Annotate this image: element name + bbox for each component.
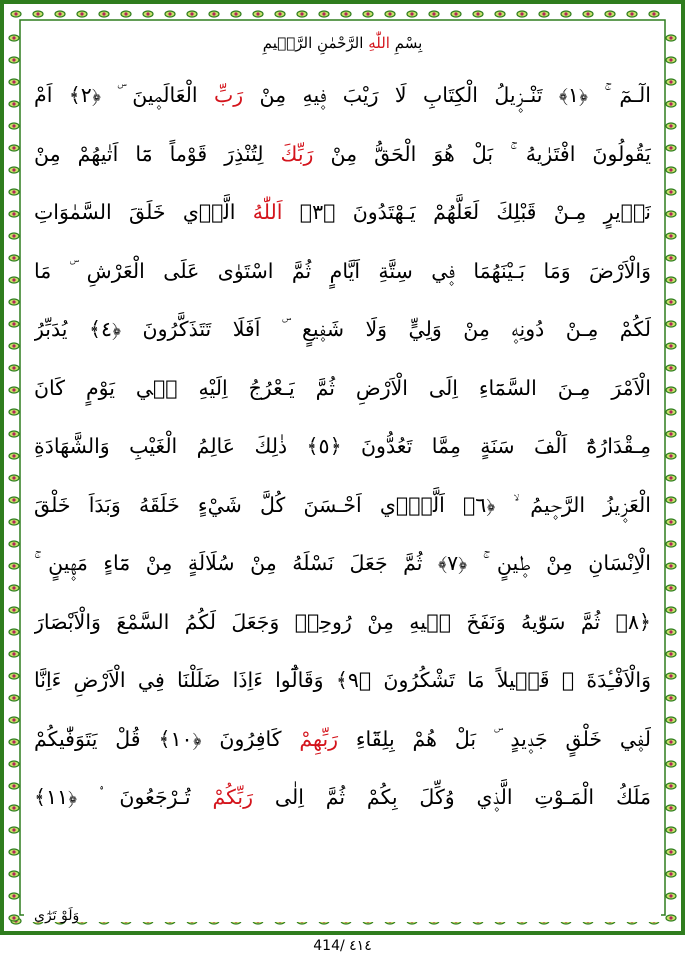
border-leaf-motif: [495, 11, 505, 17]
border-leaf-motif: [517, 11, 527, 17]
border-leaf-motif: [121, 11, 131, 17]
border-leaf-motif: [9, 717, 19, 723]
verse-text: مِـقْدَارُهُٓ اَلْفَ سَنَةٍ مِمَّا تَعُدُّونَ ﴿٥﴾ ذٰلِكَ عَالِمُ الْغَيْبِ وَالشَّهَادَةِ: [34, 434, 651, 458]
border-leaf-motif: [9, 277, 19, 283]
border-leaf-motif: [666, 739, 676, 745]
highlighted-word: رَبِّهِمْ: [299, 726, 339, 751]
highlighted-word: رَبِّ: [213, 83, 244, 107]
border-leaf-motif: [666, 365, 676, 371]
border-leaf-motif: [666, 431, 676, 437]
border-leaf-motif: [666, 915, 676, 921]
verse-lines: [34, 66, 651, 827]
border-leaf-motif: [666, 57, 676, 63]
border-leaf-motif: [9, 849, 19, 855]
verse-text: نَذ۪يرٍ مِـنْ قَبْلِكَ لَعَلَّهُمْ يَـهْتَدُونَ ﴿٣﴾: [282, 200, 651, 224]
border-leaf-motif: [77, 11, 87, 17]
border-leaf-motif: [9, 57, 19, 63]
verse-line: [34, 651, 651, 710]
border-leaf-motif: [9, 893, 19, 899]
border-leaf-motif: [231, 11, 241, 17]
border-leaf-motif: [666, 563, 676, 569]
verse-line: [34, 183, 651, 242]
border-leaf-motif: [9, 673, 19, 679]
border-leaf-motif: [9, 145, 19, 151]
verse-text: الٓـمٓ ۚ ﴿١﴾ تَنْـز۪يلُ الْكِتَابِ لَا رَيْبَ ف۪يهِ مِنْ: [243, 83, 651, 107]
border-leaf-motif: [666, 233, 676, 239]
verse-text: تُـرْجَعُونَ ۟ ﴿١١﴾: [34, 785, 213, 809]
border-leaf-motif: [319, 11, 329, 17]
verse-text: وَالْاَفْـِٔدَةَ ۜ قَل۪يلاً مَا تَشْكُرُونَ ﴿٩﴾ وَقَالُٓوا ءَاِذَا ضَلَلْنَا فِي الْاَرْضِ ءَاِنَّا: [34, 668, 651, 692]
border-leaf-motif: [253, 11, 263, 17]
basmala-part1: بِسْمِ: [394, 34, 423, 52]
border-leaf-motif: [666, 453, 676, 459]
border-leaf-motif: [583, 11, 593, 17]
border-leaf-motif: [9, 211, 19, 217]
page-number: 414/ ٤١٤: [313, 938, 372, 954]
border-leaf-motif: [9, 343, 19, 349]
border-leaf-motif: [666, 695, 676, 701]
border-leaf-motif: [187, 11, 197, 17]
border-leaf-motif: [666, 321, 676, 327]
verse-line: [34, 300, 651, 359]
verse-line: [34, 768, 651, 827]
verse-text: الْاِنْسَانِ مِنْ ط۪ينٍ ۚ ﴿٧﴾ ثُمَّ جَعَلَ نَسْلَهُ مِنْ سُلَالَةٍ مِنْ مَٓاءٍ مَه۪ينٍ ۚ: [34, 551, 651, 575]
border-leaf-motif: [666, 871, 676, 877]
border-leaf-motif: [407, 11, 417, 17]
border-leaf-motif: [539, 11, 549, 17]
border-leaf-motif: [666, 629, 676, 635]
border-leaf-motif: [9, 739, 19, 745]
quran-page: [24, 26, 661, 922]
basmala-divine-name: اللّٰهِ: [368, 34, 390, 52]
border-leaf-motif: [666, 893, 676, 899]
border-leaf-motif: [9, 805, 19, 811]
border-leaf-motif: [11, 11, 21, 17]
border-leaf-motif: [9, 453, 19, 459]
border-leaf-motif: [666, 761, 676, 767]
border-leaf-motif: [9, 607, 19, 613]
border-leaf-motif: [666, 651, 676, 657]
border-leaf-motif: [165, 11, 175, 17]
verse-text: لَف۪ي خَلْقٍ جَد۪يدٍ ۜ بَلْ هُمْ بِلِقَٓاءِ: [338, 726, 651, 751]
border-leaf-motif: [9, 409, 19, 415]
highlighted-word: رَبِّكُمْ: [212, 785, 254, 809]
border-leaf-motif: [666, 145, 676, 151]
verse-line: [34, 66, 651, 125]
border-leaf-motif: [561, 11, 571, 17]
border-leaf-motif: [33, 11, 43, 17]
border-leaf-motif: [297, 11, 307, 17]
catchword: وَلَوْ تَرٰٓى: [34, 908, 80, 924]
border-leaf-motif: [9, 189, 19, 195]
border-leaf-motif: [666, 35, 676, 41]
border-leaf-motif: [9, 365, 19, 371]
border-leaf-motif: [666, 849, 676, 855]
border-leaf-motif: [9, 35, 19, 41]
border-leaf-motif: [55, 11, 65, 17]
border-leaf-motif: [9, 761, 19, 767]
border-leaf-motif: [9, 629, 19, 635]
border-leaf-motif: [9, 827, 19, 833]
verse-text: الْعَز۪يزُ الرَّح۪يمُ ۙ ﴿٦﴾ اَلَّذ۪ٓي اَحْـسَنَ كُلَّ شَيْءٍ خَلَقَهُ وَبَدَاَ خَلْقَ: [34, 492, 651, 517]
border-leaf-motif: [666, 79, 676, 85]
border-leaf-motif: [666, 827, 676, 833]
verse-text: لِتُنْذِرَ قَوْماً مَٓا اَتٰيهُمْ مِنْ: [34, 141, 281, 166]
border-leaf-motif: [666, 673, 676, 679]
border-leaf-motif: [9, 695, 19, 701]
border-leaf-motif: [9, 585, 19, 591]
border-leaf-motif: [627, 11, 637, 17]
border-leaf-motif: [9, 475, 19, 481]
border-leaf-motif: [9, 299, 19, 305]
border-leaf-motif: [9, 387, 19, 393]
highlighted-word: رَبِّكَ: [280, 141, 314, 166]
border-leaf-motif: [666, 783, 676, 789]
verse-text: وَالْاَرْضَ وَمَا بَـيْنَهُمَا ف۪ي سِتَّةِ اَيَّامٍ ثُمَّ اسْتَوٰى عَلَى الْعَرْشِ ۜ مَا: [34, 258, 651, 283]
border-leaf-motif: [649, 11, 659, 17]
verse-text: كَافِرُونَ ﴿١٠﴾ قُلْ يَتَوَفّٰيكُمْ: [34, 726, 300, 751]
verse-line: [34, 534, 651, 593]
verse-text: مَلَكُ الْمَـوْتِ الَّذ۪ي وُكِّلَ بِكُمْ ثُمَّ اِلٰى: [253, 785, 651, 809]
border-leaf-motif: [666, 299, 676, 305]
border-leaf-motif: [666, 101, 676, 107]
border-leaf-motif: [666, 541, 676, 547]
border-leaf-motif: [9, 431, 19, 437]
border-leaf-motif: [9, 563, 19, 569]
border-leaf-motif: [9, 79, 19, 85]
border-leaf-motif: [9, 783, 19, 789]
border-leaf-motif: [9, 255, 19, 261]
border-leaf-motif: [209, 11, 219, 17]
border-leaf-motif: [666, 387, 676, 393]
border-leaf-motif: [666, 519, 676, 525]
verse-line: [34, 593, 651, 652]
border-leaf-motif: [666, 409, 676, 415]
border-leaf-motif: [666, 805, 676, 811]
verse-line: [34, 125, 651, 184]
border-leaf-motif: [473, 11, 483, 17]
verse-line: [34, 417, 651, 476]
verse-line: [34, 476, 651, 535]
border-leaf-motif: [666, 123, 676, 129]
border-leaf-motif: [9, 123, 19, 129]
verse-line: [34, 710, 651, 769]
basmala: [24, 34, 661, 60]
border-leaf-motif: [666, 189, 676, 195]
border-leaf-motif: [666, 277, 676, 283]
border-leaf-motif: [666, 211, 676, 217]
verse-line: [34, 242, 651, 301]
border-leaf-motif: [666, 497, 676, 503]
border-leaf-motif: [341, 11, 351, 17]
border-leaf-motif: [385, 11, 395, 17]
border-leaf-motif: [275, 11, 285, 17]
verse-line: [34, 359, 651, 418]
verse-text: ﴿٨﴾ ثُمَّ سَوّٰيهُ وَنَفَخَ ف۪يهِ مِنْ رُوحِه۪ وَجَعَلَ لَكُمُ السَّمْعَ وَالْاَبْصَارَ: [34, 609, 651, 634]
border-leaf-motif: [9, 497, 19, 503]
verse-text: الْعَالَم۪ينَ ۜ ﴿٢﴾ اَمْ: [34, 83, 214, 107]
verse-text: لَكُمْ مِـنْ دُونِه۪ مِنْ وَلِيٍّ وَلَا شَف۪يعٍ ۜ اَفَلَا تَتَذَكَّرُونَ ﴿٤﴾ يُدَبِّرُ: [34, 317, 651, 341]
border-leaf-motif: [666, 475, 676, 481]
border-leaf-motif: [9, 651, 19, 657]
border-leaf-motif: [429, 11, 439, 17]
border-leaf-motif: [9, 167, 19, 173]
border-leaf-motif: [9, 541, 19, 547]
border-leaf-motif: [666, 585, 676, 591]
border-leaf-motif: [99, 11, 109, 17]
border-leaf-motif: [666, 343, 676, 349]
border-leaf-motif: [605, 11, 615, 17]
border-leaf-motif: [9, 519, 19, 525]
border-leaf-motif: [451, 11, 461, 17]
border-leaf-motif: [666, 167, 676, 173]
highlighted-word: اَللّٰهُ: [252, 200, 283, 224]
border-leaf-motif: [363, 11, 373, 17]
border-leaf-motif: [9, 871, 19, 877]
verse-text: يَقُولُونَ افْتَرٰيهُ ۚ بَلْ هُوَ الْحَقُّ مِنْ: [313, 141, 651, 166]
border-leaf-motif: [9, 321, 19, 327]
border-leaf-motif: [143, 11, 153, 17]
border-leaf-motif: [666, 717, 676, 723]
verse-text: الْاَمْرَ مِـنَ السَّمَٓاءِ اِلَى الْاَرْضِ ثُمَّ يَـعْرُجُ اِلَيْهِ ف۪ي يَوْمٍ كَانَ: [34, 375, 651, 400]
border-leaf-motif: [9, 233, 19, 239]
basmala-part2: الرَّحْمٰنِ الرَّح۪يمِ: [262, 34, 364, 52]
verse-text: الَّذ۪ي خَلَقَ السَّمٰوَاتِ: [34, 200, 253, 224]
border-leaf-motif: [9, 101, 19, 107]
border-leaf-motif: [666, 607, 676, 613]
border-leaf-motif: [666, 255, 676, 261]
border-leaf-motif: [9, 915, 19, 921]
